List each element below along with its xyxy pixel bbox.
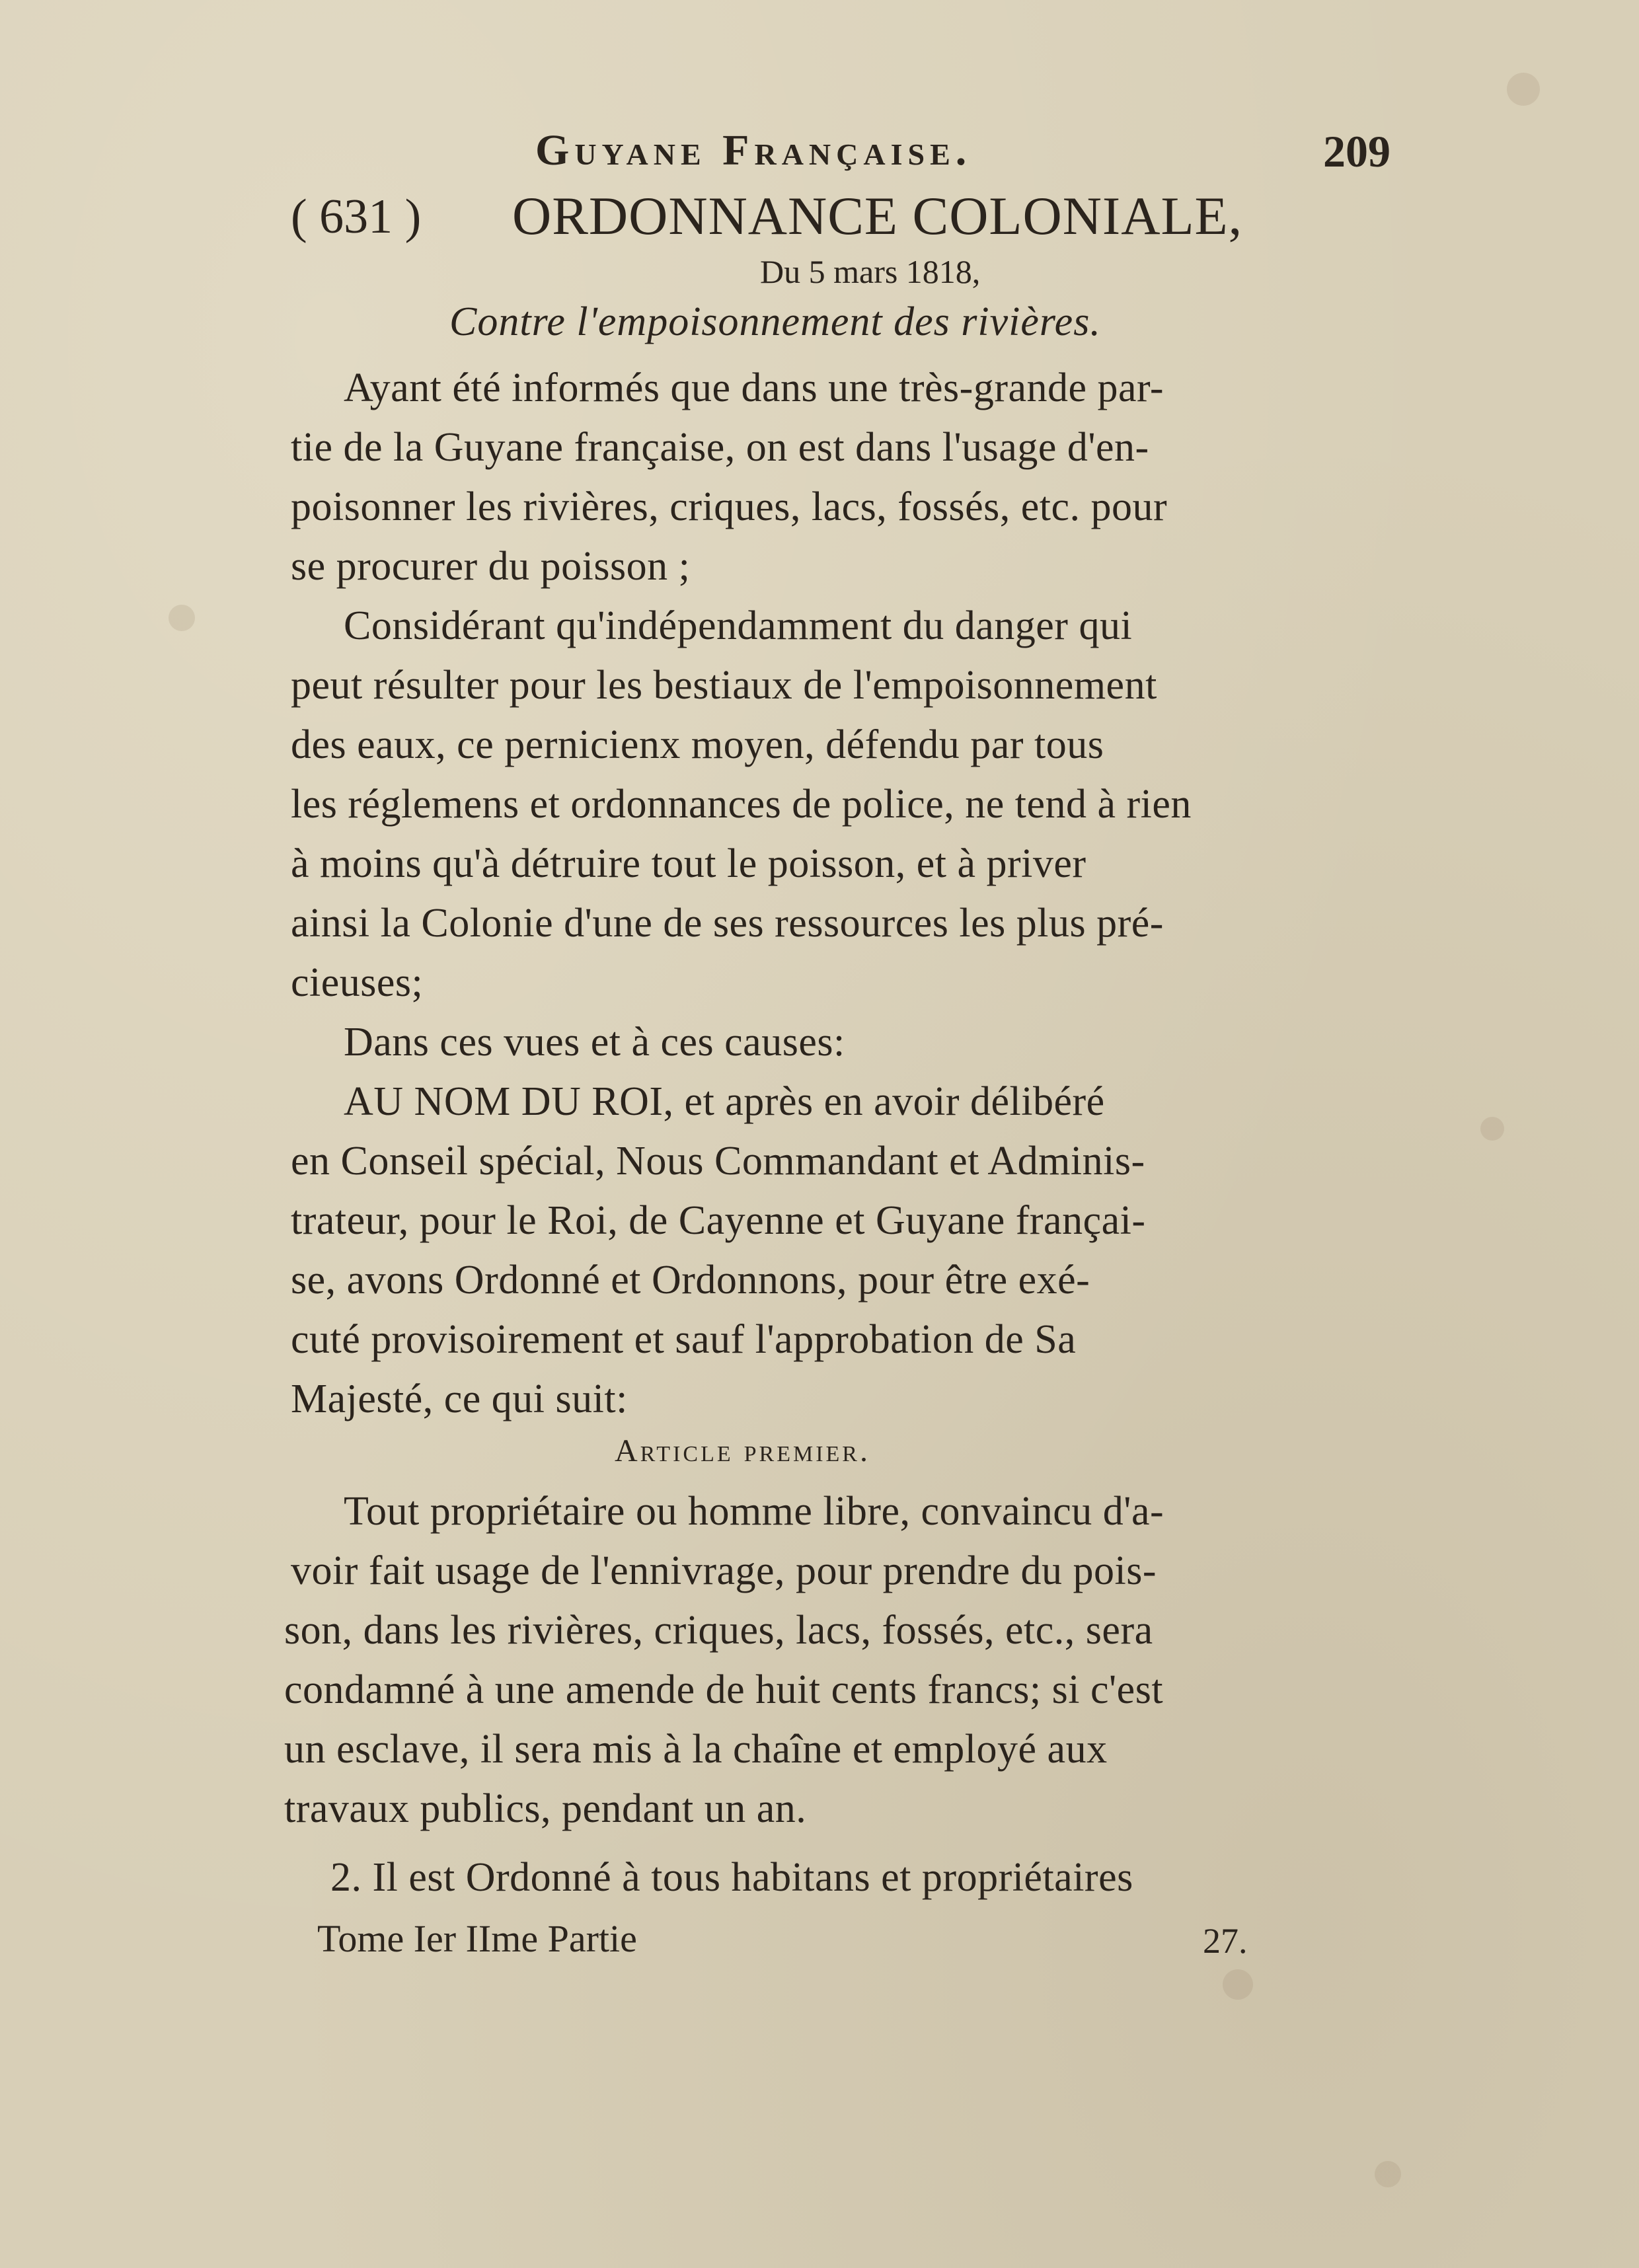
body-line: poisonner les rivières, criques, lacs, fossés, etc. pour	[291, 484, 1168, 529]
body-line: trateur, pour le Roi, de Cayenne et Guyane françai-	[291, 1198, 1146, 1243]
body-line: Dans ces vues et à ces causes:	[344, 1020, 845, 1065]
article-line: 2. Il est Ordonné à tous habitans et propriétaires	[330, 1855, 1133, 1900]
body-line: les réglemens et ordonnances de police, ne tend à rien	[291, 782, 1192, 827]
body-line: se, avons Ordonné et Ordonnons, pour être exé-	[291, 1258, 1090, 1303]
body-line: Majesté, ce qui suit:	[291, 1377, 628, 1421]
document-subtitle: Contre l'empoisonnement des rivières.	[449, 299, 1101, 344]
document-number: ( 631 )	[291, 190, 422, 244]
body-line: ainsi la Colonie d'une de ses ressources les plus pré-	[291, 901, 1164, 946]
article-line: son, dans les rivières, criques, lacs, fossés, etc., sera	[284, 1608, 1153, 1653]
body-line: en Conseil spécial, Nous Commandant et Adminis-	[291, 1139, 1145, 1184]
body-line: des eaux, ce pernicienx moyen, défendu par tous	[291, 722, 1104, 767]
body-line: peut résulter pour les bestiaux de l'empoisonnement	[291, 663, 1157, 708]
article-line: un esclave, il sera mis à la chaîne et employé aux	[284, 1727, 1108, 1772]
body-line: cuté provisoirement et sauf l'approbation de Sa	[291, 1317, 1077, 1362]
body-line: cieuses;	[291, 960, 424, 1005]
paper-stain	[169, 605, 195, 631]
article-line: condamné à une amende de huit cents francs; si c'est	[284, 1667, 1164, 1712]
document-date: Du 5 mars 1818,	[760, 253, 981, 290]
paper-stain	[1507, 73, 1540, 106]
document-title: ORDONNANCE COLONIALE,	[512, 186, 1243, 246]
running-head: Guyane Française.	[535, 126, 972, 174]
footer-volume: Tome Ier IIme Partie	[317, 1917, 637, 1960]
body-line: Considérant qu'indépendamment du danger qui	[344, 603, 1133, 648]
footer-signature: 27.	[1203, 1921, 1248, 1961]
article-line: Tout propriétaire ou homme libre, convaincu d'a-	[344, 1489, 1164, 1534]
article-line: travaux publics, pendant un an.	[284, 1786, 807, 1831]
body-line: Ayant été informés que dans une très-grande par-	[344, 365, 1164, 410]
article-line: voir fait usage de l'ennivrage, pour prendre du pois-	[291, 1548, 1157, 1593]
page-number: 209	[1323, 126, 1391, 176]
body-line: tie de la Guyane française, on est dans l'usage d'en-	[291, 425, 1149, 470]
paper-stain	[1480, 1117, 1504, 1141]
paper-stain	[1375, 2161, 1401, 2187]
paper-stain	[1223, 1969, 1253, 2000]
body-line: à moins qu'à détruire tout le poisson, et à priver	[291, 841, 1086, 886]
body-line: se procurer du poisson ;	[291, 544, 691, 589]
article-heading: Article premier.	[615, 1433, 870, 1468]
body-line: AU NOM DU ROI, et après en avoir délibéré	[344, 1079, 1105, 1124]
